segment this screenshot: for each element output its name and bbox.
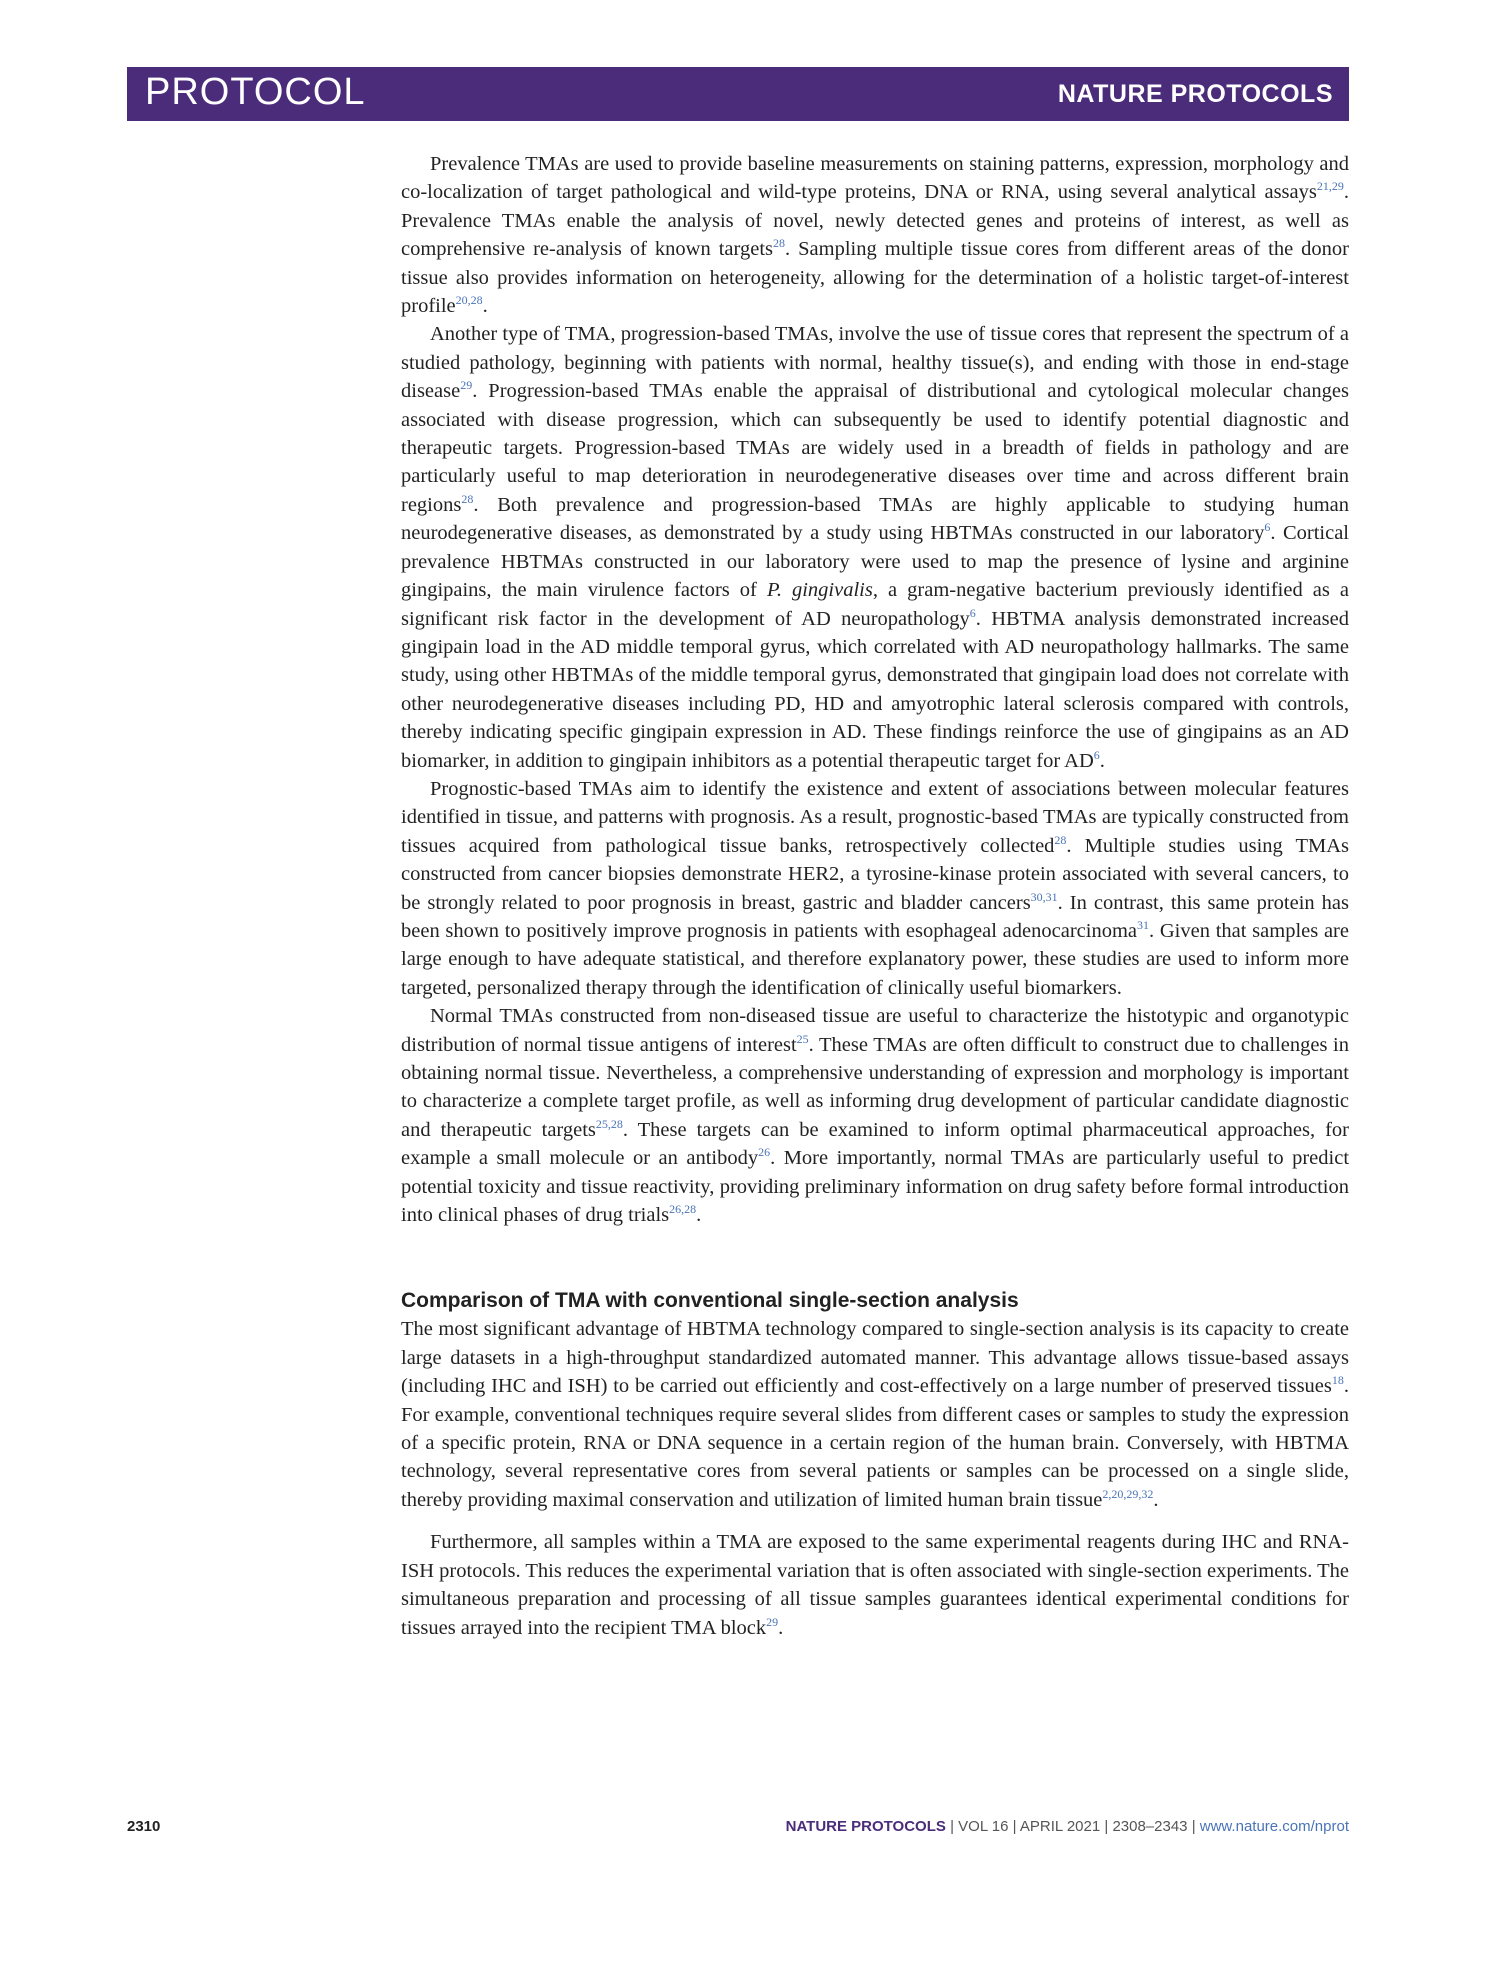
- page-number: 2310: [127, 1818, 161, 1835]
- citation-link[interactable]: 6: [969, 605, 976, 620]
- citation-link[interactable]: 2,20,29,32: [1102, 1487, 1154, 1502]
- paragraph-progression: Another type of TMA, progression-based TMAs, involve the use of tissue cores that represent the spectrum of a studied pathology, beginning with patients with normal, healthy tissue(s), and ending with those in end-stage disease$^{29}$. Progression-based TMAs enable the appraisal of distributional and cytological molecular changes associated with disease progression, which can subsequently be used to identify potential diagnostic and therapeutic targets. Progression-based TMAs are widely used in a breadth of fields in pathology and are particularly useful to map deterioration in neurodegenerative diseases over time and across different brain regions$^{28}$. Both prevalence and progression-based TMAs are highly applicable to studying human neurodegenerative diseases, as demonstrated by a study using HBTMAs constructed in our laboratory$^6$. Cortical prevalence HBTMAs constructed in our laboratory were used to map the presence of lysine and arginine gingipains, the main virulence factors of P. gingivalis, a gram-negative bacterium previously identified as a significant risk factor in the development of AD neuropathology$^6$. HBTMA analysis demonstrated increased gingipain load in the AD middle temporal gyrus, which correlated with AD neuropathology hallmarks. The same study, using other HBTMAs of the middle temporal gyrus, demonstrated that gingipain load does not correlate with other neurodegenerative diseases including PD, HD and amyotrophic lateral sclerosis compared with controls, thereby indicating specific gingipain expression in AD. These findings reinforce the use of gingipains as an AD biomarker, in addition to gingipain inhibitors as a potential therapeutic target for AD$^6$.: [401, 323, 1349, 772]
- footer-volume: VOL 16: [958, 1818, 1009, 1835]
- paragraph-normal: Normal TMAs constructed from non-diseased tissue are useful to characterize the histotypic and organotypic distribution of normal tissue antigens of interest$^{25}$. These TMAs are often difficult to construct due to challenges in obtaining normal tissue. Nevertheless, a comprehensive understanding of expression and morphology is important to characterize a complete target profile, as well as informing drug development of particular candidate diagnostic and therapeutic targets$^{25,28}$. These targets can be examined to inform optimal pharmaceutical approaches, for example a small molecule or an antibody$^{26}$. More importantly, normal TMAs are particularly useful to predict potential toxicity and tissue reactivity, providing preliminary information on drug safety before formal introduction into clinical phases of drug trials$^{26,28}$.: [401, 1005, 1350, 1227]
- citation-link[interactable]: 20,28: [455, 293, 483, 308]
- citation-link[interactable]: 29: [460, 378, 473, 393]
- paragraph-prevalence: Prevalence TMAs are used to provide baseline measurements on staining patterns, expression, morphology and co-localization of target pathological and wild-type proteins, DNA or RNA, using several analytical assays$^{21,29}$. Prevalence TMAs enable the analysis of novel, newly detected genes and proteins of interest, as well as comprehensive re-analysis of known targets$^{28}$. Sampling multiple tissue cores from different areas of the donor tissue also provides information on heterogeneity, allowing for the determination of a holistic target-of-interest profile$^{20,28}$.: [401, 153, 1349, 318]
- footer-url-link[interactable]: www.nature.com/nprot: [1199, 1818, 1349, 1835]
- species-name: P. gingivalis: [766, 579, 873, 602]
- citation-link[interactable]: 28: [1054, 832, 1067, 847]
- section-label: PROTOCOL: [145, 71, 366, 113]
- citation-link[interactable]: 29: [766, 1614, 779, 1629]
- citation-link[interactable]: 28: [461, 492, 474, 507]
- citation-link[interactable]: 25,28: [595, 1116, 623, 1131]
- journal-label: NATURE PROTOCOLS: [1057, 80, 1333, 108]
- footer-citation: NATURE PROTOCOLS | VOL 16 | APRIL 2021 | 2308–2343 | www.nature.com/nprot: [785, 1818, 1349, 1835]
- citation-link[interactable]: 28: [773, 236, 786, 251]
- footer-date: APRIL 2021: [1019, 1818, 1101, 1835]
- citation-link[interactable]: 6: [1093, 747, 1100, 762]
- paragraph-prognostic: Prognostic-based TMAs aim to identify the existence and extent of associations between molecular features identified in tissue, and patterns with prognosis. As a result, prognostic-based TMAs are typically constructed from tissues acquired from pathological tissue banks, retrospectively collected$^{28}$. Multiple studies using TMAs constructed from cancer biopsies demonstrate HER2, a tyrosine-kinase protein associated with several cancers, to be strongly related to poor prognosis in breast, gastric and bladder cancers$^{30,31}$. In contrast, this same protein has been shown to positively improve prognosis in patients with esophageal adenocarcinoma$^{31}$. Given that samples are large enough to have adequate statistical, and therefore explanatory power, these studies are used to inform more targeted, personalized therapy through the identification of clinically useful biomarkers.: [401, 777, 1350, 999]
- paragraph-furthermore: Furthermore, all samples within a TMA are exposed to the same experimental reagents during IHC and RNA-ISH protocols. This reduces the experimental variation that is often associated with single-section experiments. The simultaneous preparation and processing of all tissue samples guarantees identical experimental conditions for tissues arrayed into the recipient TMA block$^{29}$.: [401, 1531, 1349, 1639]
- article-body: [401, 150, 1349, 1642]
- citation-link[interactable]: 31: [1137, 918, 1149, 933]
- citation-link[interactable]: 6: [1264, 520, 1271, 535]
- header-banner: [127, 67, 1349, 121]
- footer-journal: NATURE PROTOCOLS: [785, 1818, 946, 1835]
- citation-link[interactable]: 26: [758, 1145, 771, 1160]
- footer-pages: 2308–2343: [1112, 1818, 1188, 1835]
- citation-link[interactable]: 21,29: [1316, 179, 1344, 194]
- section-heading: Comparison of TMA with conventional single-section analysis: [401, 1289, 1019, 1313]
- paragraph-comparison: The most significant advantage of HBTMA technology compared to single-section analysis is its capacity to create large datasets in a high-throughput standardized automated manner. This advantage allows tissue-based assays (including IHC and ISH) to be carried out efficiently and cost-effectively on a large number of preserved tissues$^{18}$. For example, conventional techniques require several slides from different cases or samples to study the expression of a specific protein, RNA or DNA sequence in a certain region of the human brain. Conversely, with HBTMA technology, several representative cores from several patients or samples can be processed on a single slide, thereby providing maximal conservation and utilization of limited human brain tissue$^{2,20,29,32}$.: [401, 1318, 1349, 1511]
- citation-link[interactable]: 25: [796, 1031, 809, 1046]
- citation-link[interactable]: 18: [1331, 1373, 1344, 1388]
- citation-link[interactable]: 30,31: [1030, 889, 1058, 904]
- citation-link[interactable]: 26,28: [669, 1202, 697, 1217]
